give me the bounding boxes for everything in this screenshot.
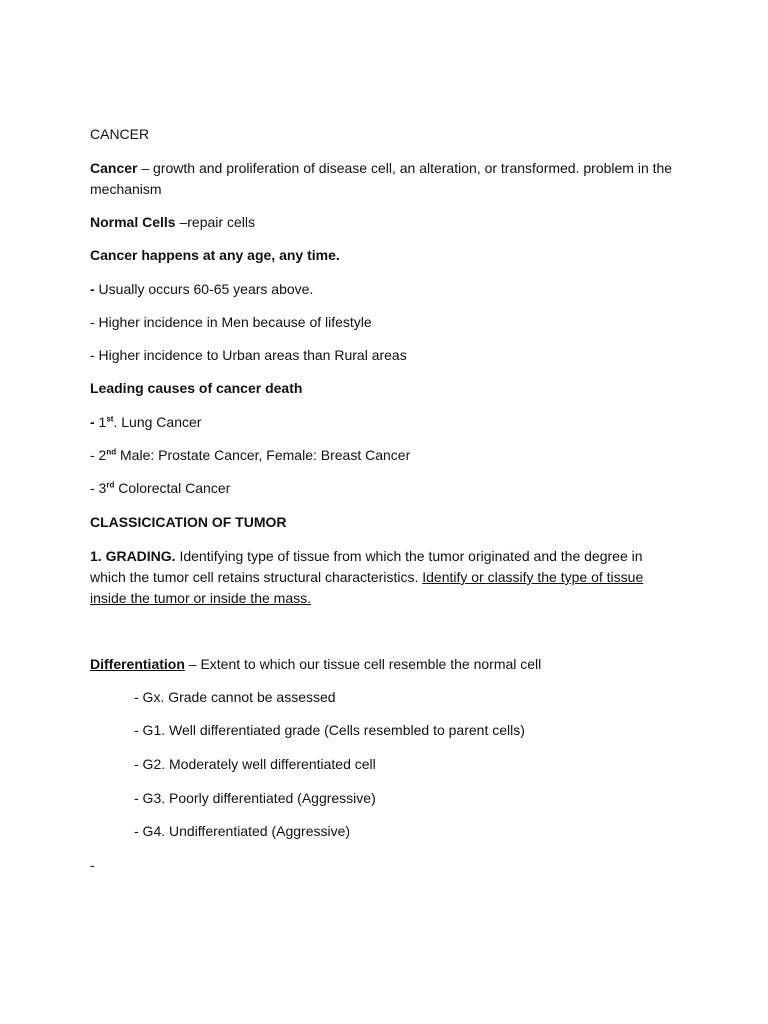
trailing-dash: -: [90, 857, 95, 873]
cancer-definition-text: – growth and proliferation of disease cell, an alteration, or transformed. problem in the mechanism: [90, 160, 673, 197]
grade-item: - G2. Moderately well differentiated cell: [134, 756, 376, 772]
grade-item: - G1. Well differentiated grade (Cells resembled to parent cells): [134, 722, 525, 738]
differentiation-term: Differentiation: [90, 656, 185, 672]
leading-rank-suffix: st: [106, 414, 114, 424]
grade-item: - Gx. Grade cannot be assessed: [134, 689, 336, 705]
leading-rank: - 3: [90, 480, 107, 496]
cancer-definition: [90, 158, 690, 200]
differentiation-text: – Extent to which our tissue cell resemble the normal cell: [184, 656, 542, 672]
leading-cause-item: [90, 412, 201, 433]
differentiation-definition: [90, 654, 541, 675]
leading-cause-text: . Lung Cancer: [113, 414, 202, 430]
classification-heading-text: CLASSICICATION OF TUMOR: [90, 514, 287, 530]
normal-cells-definition: [90, 212, 255, 233]
leading-rank: - 2: [90, 447, 107, 463]
fact-item: - Higher incidence to Urban areas than Rural areas: [90, 347, 407, 363]
normal-cells-term: Normal Cells: [90, 214, 176, 230]
grading-underlined-text: Identify or classify the type of tissue inside the tumor or inside the mass.: [90, 569, 644, 606]
classification-heading: [90, 512, 287, 533]
leading-rank-suffix: nd: [106, 447, 117, 457]
leading-causes-heading-text: Leading causes of cancer death: [90, 380, 303, 396]
leading-cause-text: Colorectal Cancer: [114, 480, 231, 496]
fact-dash: -: [90, 281, 95, 297]
cancer-term: Cancer: [90, 160, 138, 176]
grade-item: - G3. Poorly differentiated (Aggressive): [134, 790, 376, 806]
leading-cause-item: [90, 478, 230, 499]
leading-cause-item: [90, 445, 410, 466]
doc-title: CANCER: [90, 126, 150, 142]
grade-item: - G4. Undifferentiated (Aggressive): [134, 823, 351, 839]
fact-item: [90, 279, 313, 300]
grading-paragraph: [90, 546, 680, 609]
leading-cause-text: Male: Prostate Cancer, Female: Breast Cancer: [116, 447, 411, 463]
normal-cells-text: –repair cells: [175, 214, 255, 230]
leading-rank: 1: [94, 414, 107, 430]
fact-item: - Higher incidence in Men because of lifestyle: [90, 314, 372, 330]
grading-text: Identifying type of tissue from which the tumor originated and the degree in which the tumor cell retains structural characteristics.: [90, 548, 643, 585]
leading-rank-suffix: rd: [106, 480, 115, 490]
grading-term: 1. GRADING.: [90, 548, 176, 564]
fact-text: Usually occurs 60-65 years above.: [94, 281, 314, 297]
any-age-statement: [90, 245, 340, 266]
leading-dash: -: [90, 414, 95, 430]
any-age-text: Cancer happens at any age, any time.: [90, 247, 340, 263]
leading-causes-heading: [90, 378, 302, 399]
